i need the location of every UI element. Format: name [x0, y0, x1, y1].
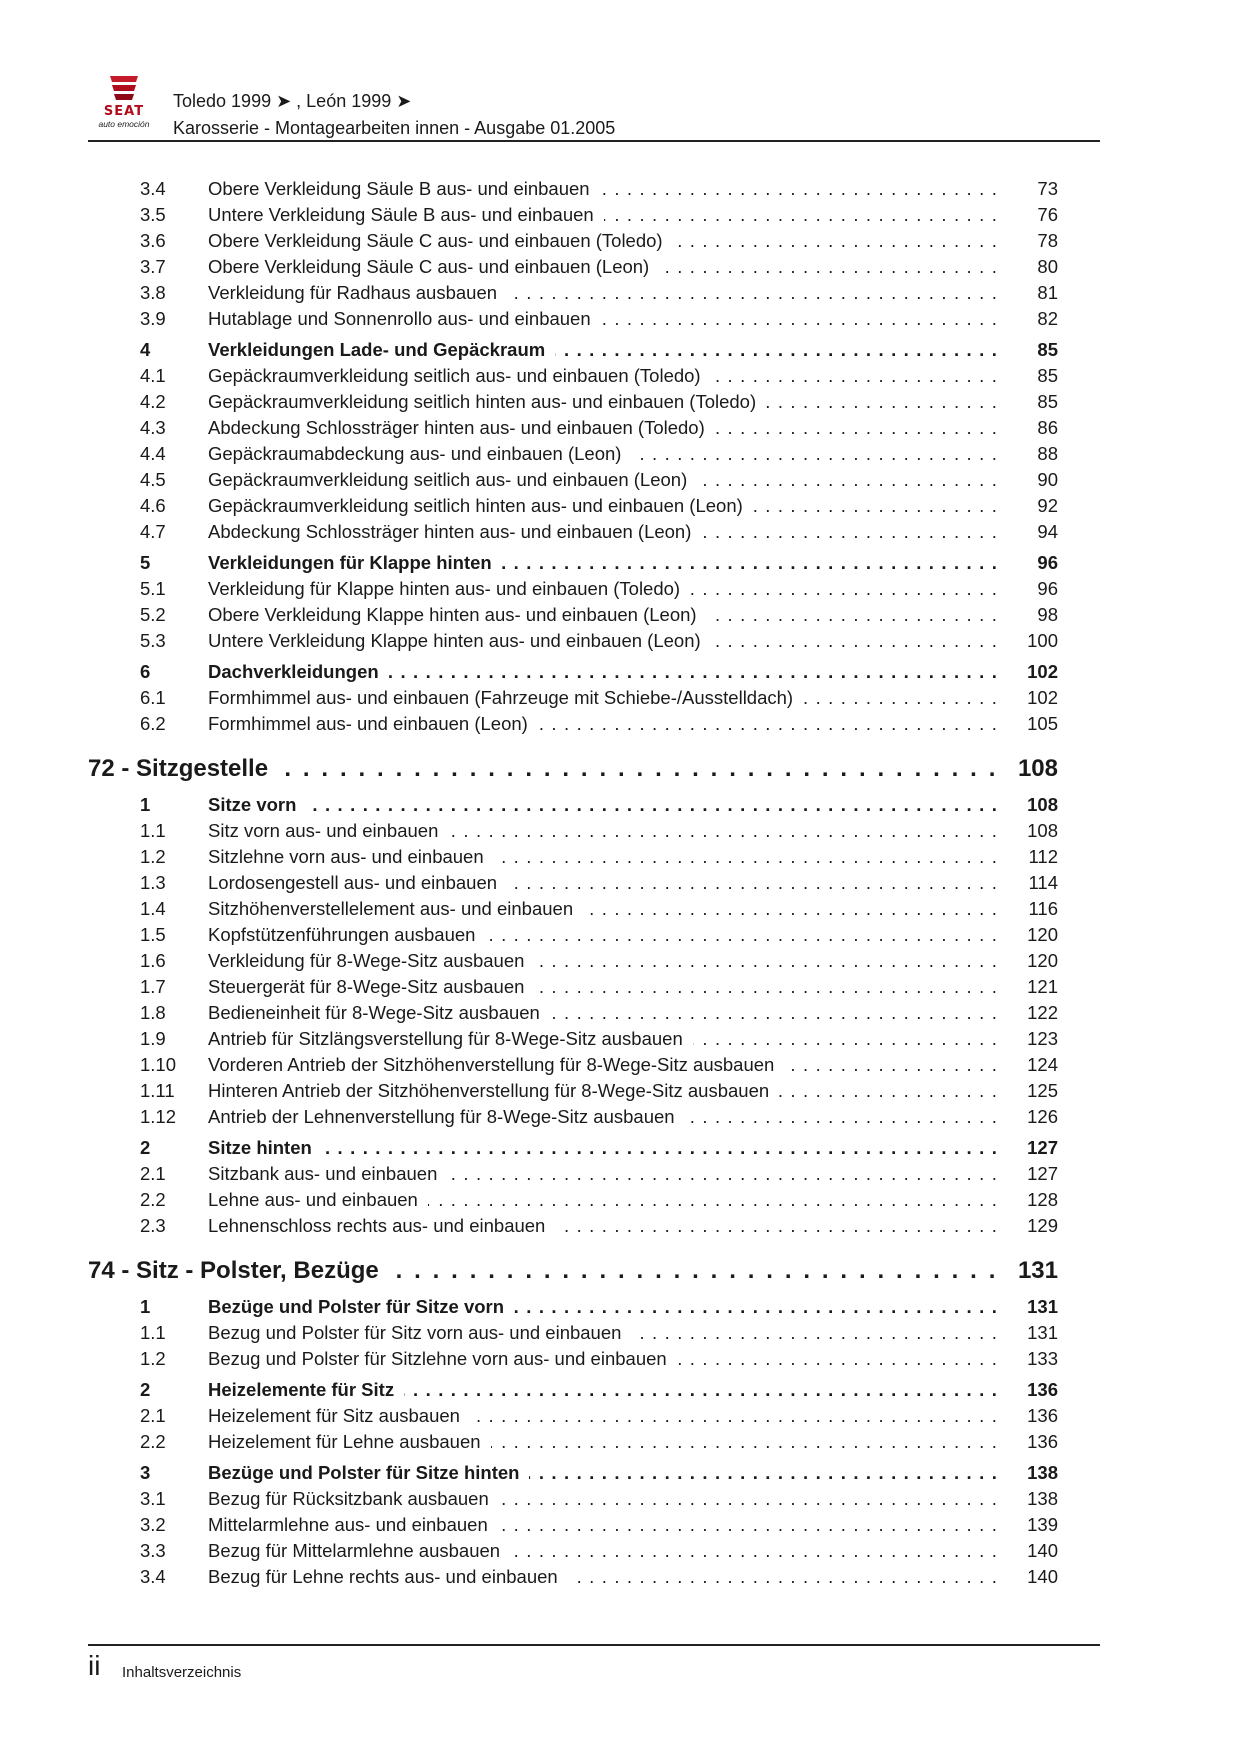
toc-entry-title-leader: [208, 576, 998, 602]
toc-entry-page: 108: [1027, 820, 1058, 841]
toc-entry-title: Dachverkleidungen: [208, 661, 389, 682]
toc-entry-title: Sitze hinten: [208, 1137, 322, 1158]
toc-entry-title: Bezug und Polster für Sitz vorn aus- und einbauen: [208, 1322, 631, 1343]
toc-entry-number: 4.3: [140, 417, 166, 438]
toc-section[interactable]: [88, 1135, 1058, 1161]
toc-entry-title-leader: [208, 844, 998, 870]
toc-entry-page: 123: [1027, 1028, 1058, 1049]
toc-entry-title-leader: [208, 467, 998, 493]
toc-entry-number: 1.10: [140, 1054, 177, 1075]
toc-entry-title-leader: [208, 602, 998, 628]
toc-entry-number: 1.2: [140, 846, 166, 867]
toc-entry[interactable]: [88, 1026, 1058, 1052]
toc-entry-title-leader: [208, 818, 998, 844]
toc-entry-page: 85: [1037, 339, 1058, 360]
toc-entry-title-leader: [208, 948, 998, 974]
toc-entry-title: Obere Verkleidung Säule B aus- und einbauen: [208, 178, 600, 199]
toc-entry-title-leader: [208, 1538, 998, 1564]
toc-entry-title: Formhimmel aus- und einbauen (Fahrzeuge mit Schiebe-/Ausstelldach): [208, 687, 803, 708]
table-of-contents: [88, 176, 1058, 1590]
toc-section[interactable]: [88, 1294, 1058, 1320]
footer-label: Inhaltsverzeichnis: [122, 1664, 242, 1681]
toc-entry-title: Gepäckraumverkleidung seitlich hinten aus- und einbauen (Leon): [208, 495, 753, 516]
toc-entry-title-leader: [208, 1135, 998, 1161]
toc-entry-number: 3.7: [140, 256, 166, 277]
toc-entry-page: 139: [1027, 1514, 1058, 1535]
toc-entry-title-leader: [208, 254, 998, 280]
toc-entry[interactable]: [88, 1161, 1058, 1187]
toc-entry-title: Gepäckraumverkleidung seitlich aus- und einbauen (Toledo): [208, 365, 711, 386]
toc-entry-title: Bezug und Polster für Sitzlehne vorn aus- und einbauen: [208, 1348, 677, 1369]
toc-entry-title: Gepäckraumverkleidung seitlich hinten aus- und einbauen (Toledo): [208, 391, 766, 412]
toc-entry-title: Heizelement für Lehne ausbauen: [208, 1431, 491, 1452]
toc-entry-number: 3.1: [140, 1488, 166, 1509]
toc-entry[interactable]: [88, 1213, 1058, 1239]
toc-entry-title-leader: [88, 1253, 998, 1289]
toc-entry-title: Lehnenschloss rechts aus- und einbauen: [208, 1215, 555, 1236]
toc-section[interactable]: [88, 792, 1058, 818]
toc-entry-page: 126: [1027, 1106, 1058, 1127]
toc-entry-title: Obere Verkleidung Säule C aus- und einbauen (Toledo): [208, 230, 673, 251]
toc-entry-page: 127: [1027, 1163, 1058, 1184]
toc-entry-number: 2: [140, 1137, 151, 1158]
toc-entry-title: Mittelarmlehne aus- und einbauen: [208, 1514, 498, 1535]
toc-entry-number: 1: [140, 1296, 151, 1317]
header-title-manual: Karosserie - Montagearbeiten innen - Ausgabe 01.2005: [173, 118, 616, 138]
toc-chapter[interactable]: [88, 751, 1058, 787]
toc-entry-number: 1.4: [140, 898, 166, 919]
toc-entry-title-leader: [208, 659, 998, 685]
toc-entry-title: Verkleidung für Radhaus ausbauen: [208, 282, 507, 303]
toc-entry-page: 140: [1027, 1540, 1058, 1561]
toc-entry-page: 124: [1027, 1054, 1058, 1075]
toc-section[interactable]: [88, 1377, 1058, 1403]
toc-entry-title-leader: [208, 1460, 998, 1486]
toc-entry-page: 125: [1027, 1080, 1058, 1101]
toc-entry-title: Verkleidungen Lade- und Gepäckraum: [208, 339, 555, 360]
toc-entry-page: 94: [1037, 521, 1058, 542]
toc-entry-title: Sitzhöhenverstellelement aus- und einbauen: [208, 898, 583, 919]
toc-section[interactable]: [88, 659, 1058, 685]
toc-entry-page: 88: [1037, 443, 1058, 464]
toc-entry-page: 78: [1037, 230, 1058, 251]
toc-entry-title-leader: [208, 1403, 998, 1429]
toc-entry-page: 128: [1027, 1189, 1058, 1210]
toc-entry-title: Bedieneinheit für 8-Wege-Sitz ausbauen: [208, 1002, 550, 1023]
toc-entry-title-leader: [208, 202, 998, 228]
toc-entry-number: 2.3: [140, 1215, 166, 1236]
toc-entry-number: 1.12: [140, 1106, 177, 1127]
toc-entry-title-leader: [208, 628, 998, 654]
toc-entry[interactable]: [88, 202, 1058, 228]
toc-entry[interactable]: [88, 1320, 1058, 1346]
toc-entry-title-leader: [208, 1512, 998, 1538]
toc-chapter[interactable]: [88, 1253, 1058, 1289]
toc-entry-number: 4.5: [140, 469, 166, 490]
toc-entry-title: Untere Verkleidung Klappe hinten aus- und einbauen (Leon): [208, 630, 711, 651]
toc-entry[interactable]: [88, 1104, 1058, 1130]
toc-entry-title-leader: [208, 1294, 998, 1320]
toc-entry-page: 140: [1027, 1566, 1058, 1587]
toc-entry-title: 74 - Sitz - Polster, Bezüge: [88, 1257, 389, 1284]
toc-entry[interactable]: [88, 389, 1058, 415]
toc-entry-page: 116: [1028, 898, 1058, 919]
toc-entry-number: 6: [140, 661, 151, 682]
toc-entry-number: 1.5: [140, 924, 166, 945]
toc-entry-number: 2.2: [140, 1431, 166, 1452]
toc-entry[interactable]: [88, 228, 1058, 254]
toc-entry-title-leader: [208, 441, 998, 467]
toc-entry-title: Hutablage und Sonnenrollo aus- und einbauen: [208, 308, 601, 329]
toc-entry-title: Verkleidung für 8-Wege-Sitz ausbauen: [208, 950, 534, 971]
toc-entry-number: 2.1: [140, 1405, 166, 1426]
toc-entry[interactable]: [88, 1564, 1058, 1590]
toc-entry-page: 80: [1037, 256, 1058, 277]
toc-entry-title-leader: [208, 337, 998, 363]
toc-entry[interactable]: [88, 844, 1058, 870]
toc-entry-title: Obere Verkleidung Klappe hinten aus- und einbauen (Leon): [208, 604, 707, 625]
toc-entry-title-leader: [208, 1564, 998, 1590]
toc-entry-number: 3.2: [140, 1514, 166, 1535]
toc-entry-number: 3: [140, 1462, 151, 1483]
toc-entry[interactable]: [88, 254, 1058, 280]
toc-entry[interactable]: [88, 922, 1058, 948]
toc-entry-title: Antrieb für Sitzlängsverstellung für 8-Wege-Sitz ausbauen: [208, 1028, 693, 1049]
toc-entry[interactable]: [88, 896, 1058, 922]
toc-entry-page: 85: [1037, 391, 1058, 412]
toc-entry-title: Sitzbank aus- und einbauen: [208, 1163, 447, 1184]
toc-section[interactable]: [88, 1460, 1058, 1486]
toc-entry-title: Heizelement für Sitz ausbauen: [208, 1405, 470, 1426]
toc-entry-number: 1.1: [140, 820, 166, 841]
toc-entry-title-leader: [208, 1486, 998, 1512]
toc-entry-title: Sitze vorn: [208, 794, 306, 815]
toc-entry-title: Gepäckraumabdeckung aus- und einbauen (Leon): [208, 443, 631, 464]
toc-entry-number: 1.9: [140, 1028, 166, 1049]
toc-entry[interactable]: [88, 1512, 1058, 1538]
toc-entry-number: 4: [140, 339, 151, 360]
toc-entry-title-leader: [208, 280, 998, 306]
toc-entry-number: 3.8: [140, 282, 166, 303]
toc-entry[interactable]: [88, 519, 1058, 545]
toc-entry-page: 136: [1027, 1431, 1058, 1452]
toc-entry-page: 76: [1037, 204, 1058, 225]
toc-entry-title: Formhimmel aus- und einbauen (Leon): [208, 713, 538, 734]
toc-entry-page: 108: [1017, 755, 1058, 782]
toc-entry-number: 3.4: [140, 178, 166, 199]
toc-entry-title: Heizelemente für Sitz: [208, 1379, 404, 1400]
toc-entry[interactable]: [88, 415, 1058, 441]
toc-entry-page: 82: [1037, 308, 1058, 329]
toc-entry-number: 5.1: [140, 578, 166, 599]
toc-entry-number: 6.1: [140, 687, 166, 708]
toc-entry-number: 3.3: [140, 1540, 166, 1561]
toc-entry[interactable]: [88, 493, 1058, 519]
toc-entry[interactable]: [88, 1429, 1058, 1455]
toc-entry-page: 86: [1037, 417, 1058, 438]
toc-entry-title-leader: [208, 1026, 998, 1052]
toc-entry[interactable]: [88, 441, 1058, 467]
toc-entry-title-leader: [208, 792, 998, 818]
toc-entry-number: 4.1: [140, 365, 166, 386]
toc-entry-title: Antrieb der Lehnenverstellung für 8-Wege-Sitz ausbauen: [208, 1106, 685, 1127]
toc-entry-number: 3.9: [140, 308, 166, 329]
toc-entry[interactable]: [88, 280, 1058, 306]
toc-entry-title: Verkleidungen für Klappe hinten: [208, 552, 502, 573]
toc-entry[interactable]: [88, 176, 1058, 202]
toc-entry-title-leader: [208, 1104, 998, 1130]
toc-entry-title: Lehne aus- und einbauen: [208, 1189, 428, 1210]
toc-entry-title: Bezüge und Polster für Sitze hinten: [208, 1462, 529, 1483]
toc-entry-number: 5: [140, 552, 151, 573]
toc-entry[interactable]: [88, 1052, 1058, 1078]
toc-entry-title: Abdeckung Schlossträger hinten aus- und einbauen (Toledo): [208, 417, 715, 438]
toc-entry-page: 136: [1027, 1405, 1058, 1426]
toc-entry-title: Bezug für Mittelarmlehne ausbauen: [208, 1540, 510, 1561]
toc-entry[interactable]: [88, 467, 1058, 493]
toc-entry-title-leader: [208, 550, 998, 576]
toc-entry-page: 114: [1028, 872, 1058, 893]
toc-entry-page: 81: [1037, 282, 1058, 303]
toc-entry[interactable]: [88, 948, 1058, 974]
toc-entry-number: 1.1: [140, 1322, 166, 1343]
toc-entry-title: Sitz vorn aus- und einbauen: [208, 820, 448, 841]
toc-entry-title: Vorderen Antrieb der Sitzhöhenverstellung für 8-Wege-Sitz ausbauen: [208, 1054, 784, 1075]
toc-entry-title: Bezüge und Polster für Sitze vorn: [208, 1296, 514, 1317]
toc-entry-number: 3.4: [140, 1566, 166, 1587]
toc-entry-number: 1: [140, 794, 151, 815]
toc-entry[interactable]: [88, 818, 1058, 844]
toc-entry-number: 2: [140, 1379, 151, 1400]
toc-entry-title: Verkleidung für Klappe hinten aus- und einbauen (Toledo): [208, 578, 690, 599]
seat-logo-icon: [106, 74, 142, 104]
toc-entry-title: Lordosengestell aus- und einbauen: [208, 872, 507, 893]
toc-entry-title-leader: [208, 685, 998, 711]
footer-rule: [88, 1644, 1100, 1646]
toc-entry-page: 120: [1027, 950, 1058, 971]
toc-entry-page: 127: [1027, 1137, 1058, 1158]
toc-entry-page: 120: [1027, 924, 1058, 945]
toc-entry-title: Steuergerät für 8-Wege-Sitz ausbauen: [208, 976, 534, 997]
toc-section[interactable]: [88, 337, 1058, 363]
toc-entry[interactable]: [88, 1486, 1058, 1512]
header-rule: [88, 140, 1100, 142]
toc-entry-title: Gepäckraumverkleidung seitlich aus- und einbauen (Leon): [208, 469, 697, 490]
toc-entry-page: 85: [1037, 365, 1058, 386]
toc-entry-page: 131: [1017, 1257, 1058, 1284]
toc-entry-title-leader: [208, 1161, 998, 1187]
toc-entry[interactable]: [88, 1538, 1058, 1564]
toc-entry-title-leader: [208, 1213, 998, 1239]
toc-entry-title-leader: [208, 1346, 998, 1372]
toc-entry-number: 1.6: [140, 950, 166, 971]
toc-entry[interactable]: [88, 1078, 1058, 1104]
toc-entry-title-leader: [208, 389, 998, 415]
toc-entry[interactable]: [88, 1403, 1058, 1429]
header-title-models: Toledo 1999 ➤ , León 1999 ➤: [173, 91, 412, 111]
toc-entry[interactable]: [88, 711, 1058, 737]
toc-entry-title-leader: [208, 415, 998, 441]
toc-entry-title: Abdeckung Schlossträger hinten aus- und einbauen (Leon): [208, 521, 701, 542]
toc-entry-page: 138: [1027, 1488, 1058, 1509]
toc-entry-title-leader: [208, 1187, 998, 1213]
toc-entry-title: Sitzlehne vorn aus- und einbauen: [208, 846, 494, 867]
toc-entry-title-leader: [208, 519, 998, 545]
toc-entry-page: 92: [1037, 495, 1058, 516]
toc-entry-number: 4.7: [140, 521, 166, 542]
toc-entry-title-leader: [88, 751, 998, 787]
toc-entry-title-leader: [208, 711, 998, 737]
toc-entry[interactable]: [88, 974, 1058, 1000]
toc-entry[interactable]: [88, 576, 1058, 602]
toc-entry-page: 133: [1027, 1348, 1058, 1369]
toc-entry-number: 5.3: [140, 630, 166, 651]
seat-logo: [88, 70, 160, 130]
toc-entry-number: 4.4: [140, 443, 166, 464]
toc-entry-number: 1.3: [140, 872, 166, 893]
toc-entry-page: 102: [1027, 661, 1058, 682]
toc-entry[interactable]: [88, 870, 1058, 896]
brand-name: SEAT: [103, 104, 145, 119]
toc-entry-page: 121: [1027, 976, 1058, 997]
toc-entry-page: 96: [1037, 552, 1058, 573]
toc-entry-title: Hinteren Antrieb der Sitzhöhenverstellung für 8-Wege-Sitz ausbauen: [208, 1080, 779, 1101]
toc-entry-page: 73: [1037, 178, 1058, 199]
footer-page-number: ii: [88, 1650, 101, 1681]
toc-entry-title-leader: [208, 896, 998, 922]
toc-entry-title: Bezug für Lehne rechts aus- und einbauen: [208, 1566, 568, 1587]
toc-entry-page: 90: [1037, 469, 1058, 490]
toc-entry[interactable]: [88, 685, 1058, 711]
toc-entry-number: 2.1: [140, 1163, 166, 1184]
toc-entry-page: 136: [1027, 1379, 1058, 1400]
page-header: [88, 70, 1100, 142]
toc-entry-number: 1.2: [140, 1348, 166, 1369]
toc-entry-title-leader: [208, 870, 998, 896]
toc-entry[interactable]: [88, 306, 1058, 332]
toc-entry-page: 98: [1037, 604, 1058, 625]
toc-entry-number: 4.6: [140, 495, 166, 516]
toc-entry-page: 129: [1027, 1215, 1058, 1236]
toc-entry-page: 102: [1027, 687, 1058, 708]
toc-entry-title: Bezug für Rücksitzbank ausbauen: [208, 1488, 499, 1509]
toc-entry-title-leader: [208, 493, 998, 519]
toc-entry-title-leader: [208, 1078, 998, 1104]
toc-entry-number: 2.2: [140, 1189, 166, 1210]
toc-section[interactable]: [88, 550, 1058, 576]
toc-entry-number: 3.6: [140, 230, 166, 251]
toc-entry-page: 131: [1027, 1296, 1058, 1317]
toc-entry-title: Untere Verkleidung Säule B aus- und einbauen: [208, 204, 604, 225]
toc-entry[interactable]: [88, 628, 1058, 654]
toc-entry-title-leader: [208, 1429, 998, 1455]
toc-entry-title-leader: [208, 1377, 998, 1403]
toc-entry-page: 122: [1027, 1002, 1058, 1023]
toc-entry-page: 105: [1027, 713, 1058, 734]
toc-entry[interactable]: [88, 602, 1058, 628]
toc-entry-number: 6.2: [140, 713, 166, 734]
toc-entry[interactable]: [88, 363, 1058, 389]
toc-entry-number: 1.11: [140, 1080, 175, 1101]
toc-entry-title-leader: [208, 363, 998, 389]
toc-entry-title: 72 - Sitzgestelle: [88, 755, 278, 782]
toc-entry[interactable]: [88, 1346, 1058, 1372]
toc-entry-number: 3.5: [140, 204, 166, 225]
toc-entry-number: 4.2: [140, 391, 166, 412]
brand-slogan: auto emoción: [98, 119, 150, 129]
toc-entry[interactable]: [88, 1187, 1058, 1213]
toc-entry-number: 1.7: [140, 976, 166, 997]
toc-entry-page: 131: [1027, 1322, 1058, 1343]
toc-entry-page: 112: [1028, 846, 1058, 867]
toc-entry-title-leader: [208, 922, 998, 948]
toc-entry[interactable]: [88, 1000, 1058, 1026]
toc-entry-page: 100: [1027, 630, 1058, 651]
toc-entry-title-leader: [208, 1000, 998, 1026]
toc-entry-title-leader: [208, 1052, 998, 1078]
toc-entry-number: 5.2: [140, 604, 166, 625]
toc-entry-page: 138: [1027, 1462, 1058, 1483]
toc-entry-title-leader: [208, 1320, 998, 1346]
toc-entry-title-leader: [208, 228, 998, 254]
toc-entry-page: 96: [1037, 578, 1058, 599]
toc-entry-title: Kopfstützenführungen ausbauen: [208, 924, 485, 945]
toc-entry-title-leader: [208, 974, 998, 1000]
toc-entry-title-leader: [208, 176, 998, 202]
toc-entry-number: 1.8: [140, 1002, 166, 1023]
toc-entry-title-leader: [208, 306, 998, 332]
toc-entry-title: Obere Verkleidung Säule C aus- und einbauen (Leon): [208, 256, 659, 277]
toc-entry-page: 108: [1027, 794, 1058, 815]
